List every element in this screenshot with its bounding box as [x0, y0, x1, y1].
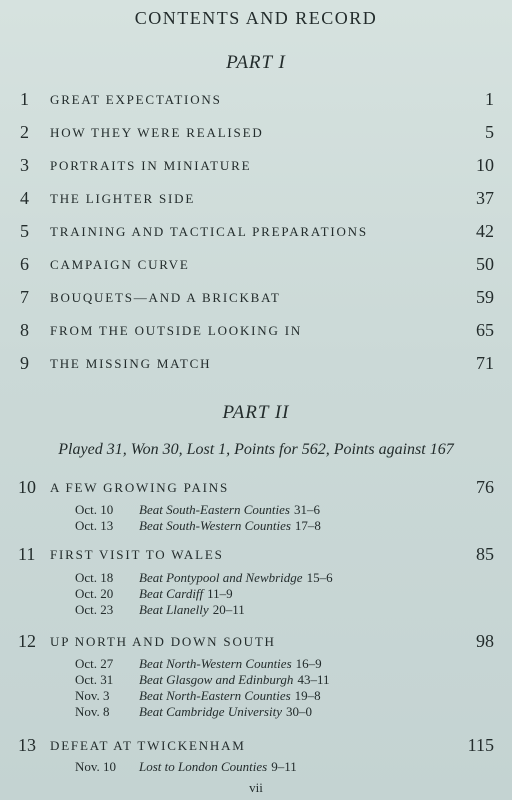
match-result: Beat South-Western Counties [139, 518, 291, 533]
chapter-page-number: 37 [476, 188, 494, 208]
match-result: Beat North-Western Counties [139, 656, 292, 671]
match-entry [75, 672, 329, 688]
match-score: 15–6 [306, 570, 333, 585]
chapter-title: PORTRAITS IN MINIATURE [50, 158, 252, 173]
toc-row[interactable] [20, 287, 494, 311]
chapter-page-number: 85 [476, 544, 494, 564]
chapter-title: THE MISSING MATCH [50, 356, 212, 371]
chapter-title: GREAT EXPECTATIONS [50, 92, 222, 107]
match-score: 9–11 [271, 759, 297, 774]
match-entry [75, 759, 297, 775]
chapter-title: FIRST VISIT TO WALES [50, 547, 224, 562]
match-result: Beat South-Eastern Counties [139, 502, 290, 517]
match-result: Lost to London Counties [139, 759, 268, 774]
chapter-page-number: 65 [476, 320, 494, 340]
match-score: 16–9 [295, 656, 322, 671]
chapter-title: BOUQUETS—AND A BRICKBAT [50, 290, 281, 305]
chapter-number: 8 [20, 320, 29, 340]
chapter-title: UP NORTH AND DOWN SOUTH [50, 634, 276, 649]
part-two-heading: PART II [222, 402, 290, 423]
match-entry [75, 704, 312, 720]
match-date: Oct. 10 [75, 502, 114, 517]
chapter-title: DEFEAT AT TWICKENHAM [50, 738, 246, 753]
toc-row[interactable] [20, 631, 494, 655]
match-date: Oct. 20 [75, 586, 114, 601]
match-result: Beat North-Eastern Counties [139, 688, 291, 703]
match-date: Oct. 23 [75, 602, 114, 617]
toc-row[interactable] [20, 477, 494, 501]
toc-row[interactable] [20, 320, 494, 344]
page-title: CONTENTS AND RECORD [134, 8, 378, 28]
season-record-summary: Played 31, Won 30, Lost 1, Points for 562, Points against 167 [58, 441, 454, 458]
match-date: Oct. 18 [75, 570, 114, 585]
match-entry [75, 570, 333, 586]
chapter-title: CAMPAIGN CURVE [50, 257, 190, 272]
match-date: Nov. 10 [75, 759, 117, 774]
match-score: 11–9 [207, 586, 233, 601]
toc-row[interactable] [20, 221, 494, 245]
chapter-number: 5 [20, 221, 29, 241]
chapter-page-number: 59 [476, 287, 494, 307]
chapter-title: TRAINING AND TACTICAL PREPARATIONS [50, 224, 368, 239]
chapter-number: 2 [20, 122, 29, 142]
match-entry [75, 502, 320, 518]
chapter-title: HOW THEY WERE REALISED [50, 125, 264, 140]
chapter-number: 4 [20, 188, 29, 208]
match-date: Oct. 31 [75, 672, 114, 687]
chapter-number: 12 [18, 631, 36, 651]
match-score: 31–6 [293, 502, 320, 517]
chapter-number: 6 [20, 254, 29, 274]
match-result: Beat Cardiff [139, 586, 204, 601]
chapter-page-number: 76 [476, 477, 494, 497]
chapter-number: 10 [18, 477, 36, 497]
match-score: 30–0 [285, 704, 312, 719]
chapter-title: A FEW GROWING PAINS [50, 480, 230, 495]
part-one-heading: PART I [226, 52, 286, 73]
match-entry [75, 688, 321, 704]
match-entry [75, 656, 322, 672]
match-entry [75, 602, 245, 618]
chapter-page-number: 5 [485, 122, 494, 142]
match-result: Beat Pontypool and Newbridge [139, 570, 303, 585]
chapter-number: 13 [18, 735, 36, 755]
chapter-page-number: 71 [476, 353, 494, 373]
chapter-page-number: 1 [485, 89, 494, 109]
chapter-page-number: 10 [476, 155, 494, 175]
chapter-page-number: 42 [476, 221, 494, 241]
match-result: Beat Glasgow and Edinburgh [139, 672, 294, 687]
chapter-number: 9 [20, 353, 29, 373]
toc-row[interactable] [20, 188, 494, 212]
chapter-number: 7 [20, 287, 29, 307]
match-entry [75, 586, 233, 602]
toc-row[interactable] [20, 155, 494, 179]
page-number-footer: vii [249, 780, 263, 795]
match-date: Oct. 27 [75, 656, 114, 671]
toc-row[interactable] [20, 735, 494, 759]
chapter-page-number: 115 [467, 735, 494, 755]
match-date: Nov. 8 [75, 704, 110, 719]
chapter-number: 1 [20, 89, 29, 109]
match-result: Beat Cambridge University [139, 704, 282, 719]
match-date: Oct. 13 [75, 518, 114, 533]
match-result: Beat Llanelly [139, 602, 209, 617]
toc-row[interactable] [20, 353, 494, 377]
chapter-title: THE LIGHTER SIDE [50, 191, 196, 206]
toc-row[interactable] [20, 544, 494, 568]
chapter-number: 3 [20, 155, 29, 175]
match-score: 19–8 [294, 688, 321, 703]
match-score: 43–11 [297, 672, 330, 687]
toc-row[interactable] [20, 89, 494, 113]
chapter-title: FROM THE OUTSIDE LOOKING IN [50, 323, 303, 338]
chapter-page-number: 50 [476, 254, 494, 274]
toc-row[interactable] [20, 122, 494, 146]
match-score: 20–11 [212, 602, 245, 617]
match-entry [75, 518, 321, 534]
chapter-number: 11 [18, 544, 36, 564]
toc-row[interactable] [20, 254, 494, 278]
chapter-page-number: 98 [476, 631, 494, 651]
match-score: 17–8 [294, 518, 321, 533]
match-date: Nov. 3 [75, 688, 110, 703]
